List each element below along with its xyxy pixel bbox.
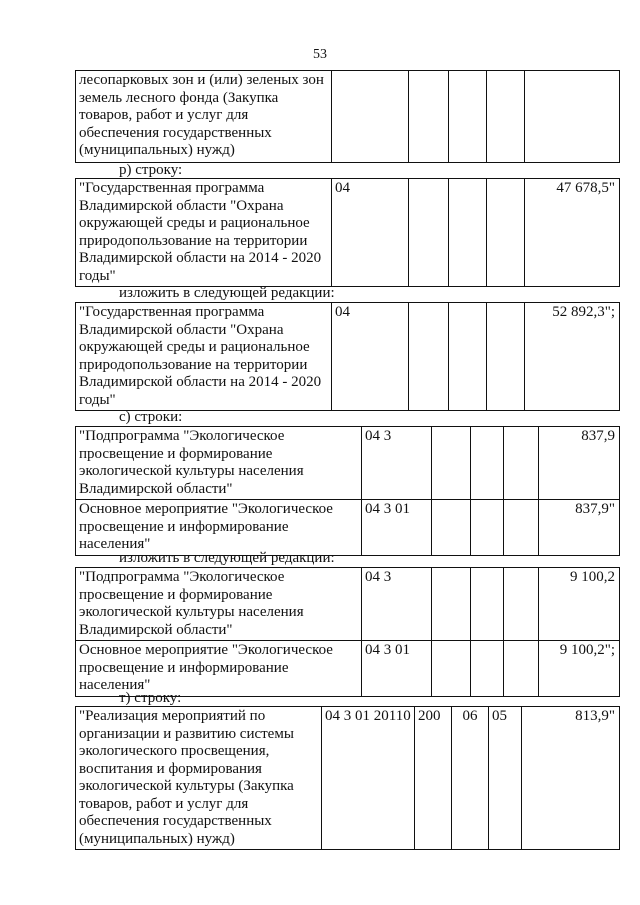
row-amount: 52 892,3";	[525, 303, 620, 411]
table-p-new	[75, 302, 620, 411]
section-p-replace-label: изложить в следующей редакции:	[119, 285, 335, 301]
section-t-intro: т) строку:	[119, 690, 182, 706]
table-s-old	[75, 426, 620, 556]
row-name: Основное мероприятие "Экологическое просвещение и информирование населения"	[76, 641, 362, 697]
table-t	[75, 706, 620, 850]
row-code: 04	[332, 179, 409, 287]
row-amount: 837,9"	[539, 500, 620, 556]
row-amount: 813,9"	[522, 707, 620, 850]
row-name: "Государственная программа Владимирской области "Охрана окружающей среды и рациональное природопользование на территории Владимирской области на 2014 - 2020 годы"	[76, 179, 332, 287]
row-vr: 200	[415, 707, 452, 850]
row-code: 04 3 01 20110	[322, 707, 415, 850]
row-code: 04	[332, 303, 409, 411]
row-amount: 9 100,2";	[539, 641, 620, 697]
table-row	[76, 427, 620, 500]
table-row	[76, 71, 620, 163]
table-row	[76, 303, 620, 411]
section-s-replace-label: изложить в следующей редакции:	[119, 550, 335, 566]
row-name: "Реализация мероприятий по организации и развитию системы экологического просвещения, воспитания и формирования экологической культуры (Закупка товаров, работ и услуг для обеспечения государственных (муниципальных) нужд)	[76, 707, 322, 850]
section-s-intro: с) строки:	[119, 409, 183, 425]
row-name: лесопарковых зон и (или) зеленых зон земель лесного фонда (Закупка товаров, работ и услуг для обеспечения государственных (муниципальных) нужд)	[76, 71, 332, 163]
table-row	[76, 568, 620, 641]
table-row	[76, 179, 620, 287]
row-pr: 05	[489, 707, 522, 850]
row-name: "Подпрограмма "Экологическое просвещение и формирование экологической культуры населения Владимирской области"	[76, 427, 362, 500]
table-row	[76, 707, 620, 850]
row-code: 04 3 01	[362, 500, 432, 556]
table-row	[76, 500, 620, 556]
page-number: 53	[313, 47, 327, 62]
section-p-intro: р) строку:	[119, 162, 183, 178]
table-p-old	[75, 178, 620, 287]
row-rz: 06	[452, 707, 489, 850]
row-amount: 837,9	[539, 427, 620, 500]
row-name: "Государственная программа Владимирской области "Охрана окружающей среды и рациональное природопользование на территории Владимирской области на 2014 - 2020 годы"	[76, 303, 332, 411]
table-row	[76, 641, 620, 697]
row-code: 04 3 01	[362, 641, 432, 697]
row-amount: 9 100,2	[539, 568, 620, 641]
row-name: Основное мероприятие "Экологическое просвещение и информирование населения"	[76, 500, 362, 556]
table-continuation	[75, 70, 620, 163]
table-s-new	[75, 567, 620, 697]
row-name: "Подпрограмма "Экологическое просвещение и формирование экологической культуры населения Владимирской области"	[76, 568, 362, 641]
row-code: 04 3	[362, 568, 432, 641]
row-amount: 47 678,5"	[525, 179, 620, 287]
row-code: 04 3	[362, 427, 432, 500]
